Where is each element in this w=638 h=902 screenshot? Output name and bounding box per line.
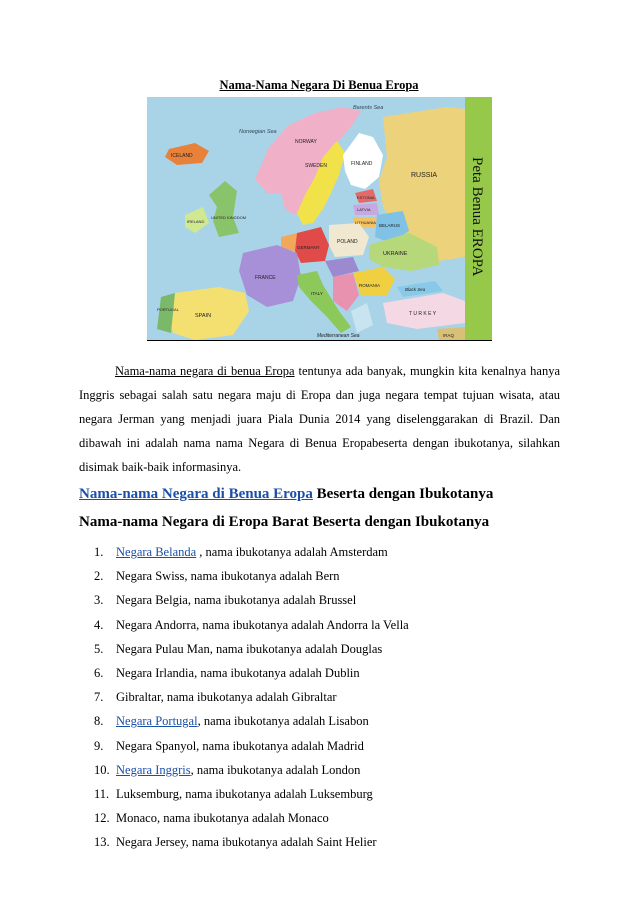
list-item-text: Monaco, nama ibukotanya adalah Monaco (116, 811, 329, 826)
map-label-ireland: IRELAND (187, 219, 205, 224)
map-label-belarus: BELARUS (379, 223, 401, 228)
section-heading-link[interactable]: Nama-nama Negara di Benua Eropa (79, 486, 313, 502)
intro-paragraph (79, 359, 560, 479)
list-item-text: , nama ibukotanya adalah London (190, 762, 361, 777)
map-label-estonia: ESTONIA (357, 195, 375, 200)
list-item-number: 2. (94, 569, 104, 584)
list-item (94, 832, 409, 856)
map-label-uk: UNITED KINGDOM (211, 215, 247, 220)
map-label-spain: SPAIN (195, 313, 212, 319)
list-item-link[interactable]: Negara Portugal (116, 714, 198, 729)
map-label-mediterranean: Mediterranean Sea (317, 333, 360, 339)
intro-text: tentunya ada banyak, mungkin kita kenalnya hanya Inggris sebagai salah satu negara maju di Eropa dan juga negara tempat tujuan wisata, atau negara Jerman yang menjadi juara Piala Dunia 2014 yang diselenggarakan di Brazil. Dan dibawah ini adalah nama nama Negara di Benua Eropabeserta dengan ibukotanya, silahkan disimak baik-baik informasinya. (79, 363, 560, 474)
map-label-poland: POLAND (337, 239, 358, 245)
map-label-latvia: LATVIA (357, 207, 371, 212)
map-label-sweden: SWEDEN (305, 163, 327, 169)
list-item (94, 736, 409, 760)
intro-link[interactable]: Nama-nama negara di benua Eropa (115, 363, 295, 378)
list-item-text: Negara Spanyol, nama ibukotanya adalah Madrid (116, 738, 364, 753)
list-item-number: 10. (94, 762, 110, 777)
list-item-link[interactable]: Negara Inggris (116, 762, 191, 777)
section-heading (79, 486, 493, 503)
list-item-text: Negara Belgia, nama ibukotanya adalah Brussel (116, 593, 357, 608)
list-item-text: , nama ibukotanya adalah Lisabon (197, 714, 369, 729)
europe-map (147, 97, 492, 341)
list-item-text: , nama ibukotanya adalah Amsterdam (196, 545, 388, 559)
map-label-turkey: T U R K E Y (409, 311, 437, 317)
map-label-iceland: ICELAND (171, 153, 193, 159)
list-item-number: 8. (94, 714, 104, 729)
map-label-portugal: PORTUGAL (157, 307, 179, 312)
map-label-italy: ITALY (311, 291, 323, 296)
list-item-number: 13. (94, 835, 110, 850)
list-item (94, 615, 409, 639)
list-item-text: Negara Andorra, nama ibukotanya adalah Andorra la Vella (116, 617, 409, 632)
page-title: Nama-Nama Negara Di Benua Eropa (219, 78, 419, 92)
map-label-iraq: IRAQ (443, 333, 455, 338)
map-label-russia: RUSSIA (411, 172, 438, 179)
map-label-germany: GERMANY (297, 245, 320, 250)
map-side-title: Peta Benua EROPA (469, 157, 485, 277)
section-heading-rest: Beserta dengan Ibukotanya (312, 486, 494, 502)
map-label-ukraine: UKRAINE (383, 251, 408, 257)
list-item (94, 566, 409, 590)
list-item-text: Negara Swiss, nama ibukotanya adalah Bern (116, 569, 340, 584)
list-item (94, 663, 409, 687)
map-label-france: FRANCE (255, 275, 276, 281)
list-item-number: 1. (94, 545, 104, 559)
list-item-text: Gibraltar, nama ibukotanya adalah Gibraltar (116, 690, 337, 705)
list-item-text: Negara Irlandia, nama ibukotanya adalah Dublin (116, 665, 360, 680)
country-list (94, 542, 409, 856)
list-item-number: 7. (94, 690, 104, 705)
list-item-number: 4. (94, 617, 104, 632)
list-item (94, 784, 409, 808)
list-item-number: 11. (94, 786, 110, 801)
list-item-link[interactable]: Negara Belanda (116, 545, 197, 559)
map-label-romania: ROMANIA (359, 283, 381, 288)
list-item (94, 639, 409, 663)
list-item (94, 760, 409, 784)
map-label-finland: FINLAND (351, 161, 373, 167)
list-item-number: 6. (94, 665, 104, 680)
map-label-norwegian: Norwegian Sea (239, 129, 277, 135)
list-item-number: 12. (94, 811, 110, 826)
list-item (94, 711, 409, 735)
list-item-text: Negara Pulau Man, nama ibukotanya adalah Douglas (116, 641, 383, 656)
list-item (94, 542, 409, 566)
list-item-text: Negara Jersey, nama ibukotanya adalah Saint Helier (116, 835, 377, 850)
europe-map-graphic (147, 97, 492, 340)
map-label-barents: Barents Sea (353, 105, 384, 111)
subsection-heading: Nama-nama Negara di Eropa Barat Beserta dengan Ibukotanya (79, 514, 490, 530)
list-item (94, 808, 409, 832)
list-item-text: Luksemburg, nama ibukotanya adalah Luksemburg (116, 786, 373, 801)
list-item (94, 687, 409, 711)
list-item-number: 3. (94, 593, 104, 608)
map-label-lithuania: LITHUANIA (355, 220, 376, 225)
list-item-number: 9. (94, 738, 104, 753)
map-label-black-sea: Black Sea (405, 287, 426, 292)
map-label-norway: NORWAY (295, 139, 317, 145)
list-item-number: 5. (94, 641, 104, 656)
list-item (94, 590, 409, 614)
